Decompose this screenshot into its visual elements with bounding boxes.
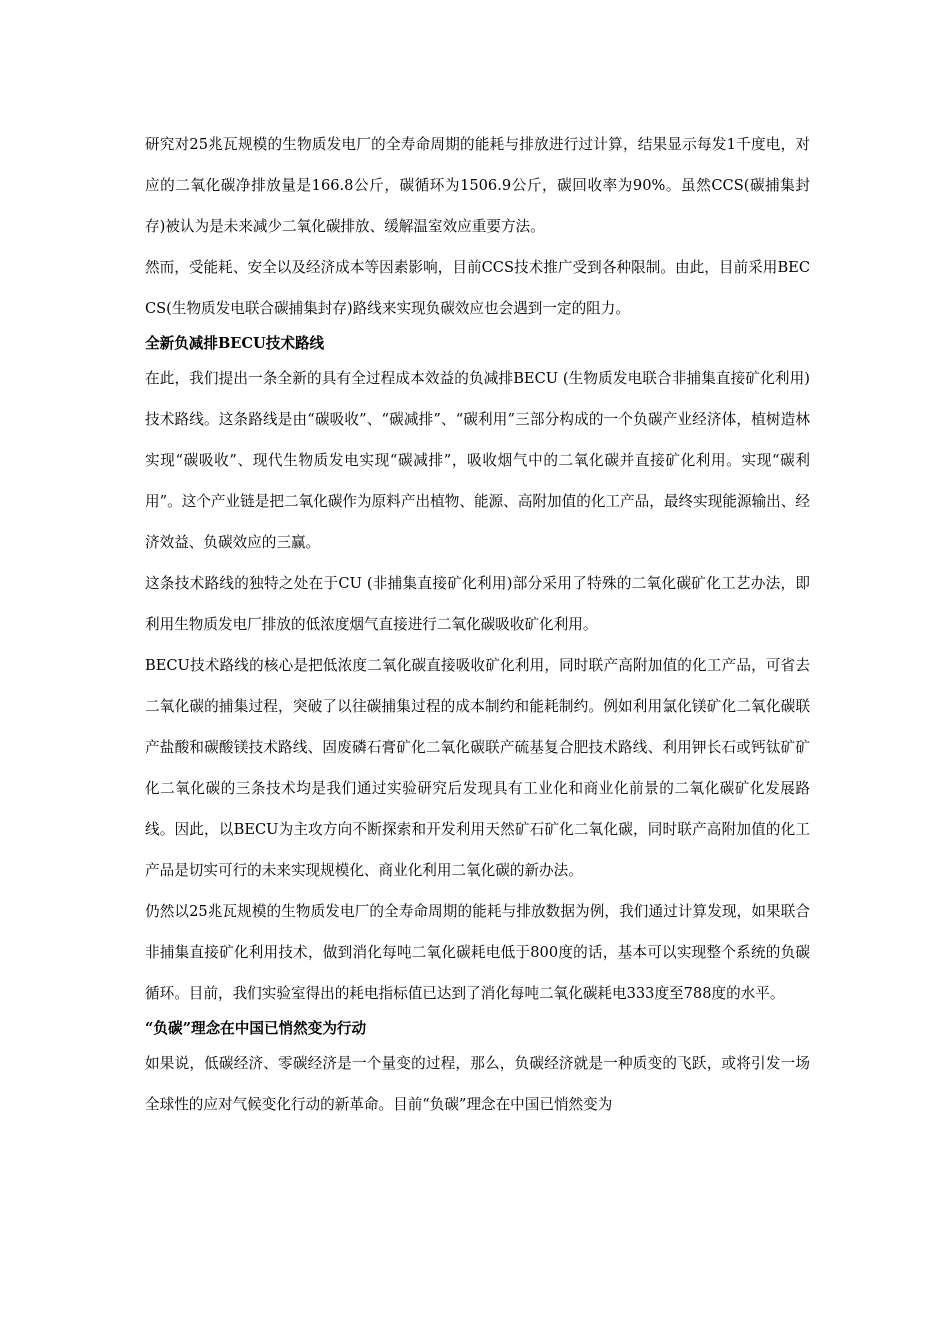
paragraph-negative-carbon-economy: 如果说，低碳经济、零碳经济是一个量变的过程，那么，负碳经济就是一种质变的飞跃，或将引发一场全球性的应对气候变化行动的新革命。目前“负碳”理念在中国已悄然变为 — [145, 1055, 810, 1113]
paragraph-becu-core: BECU技术路线的核心是把低浓度二氧化碳直接吸收矿化利用，同时联产高附加值的化工产品，可省去二氧化碳的捕集过程，突破了以往碳捕集过程的成本制约和能耗制约。例如利用氯化镁矿化二氧化碳联产盐酸和碳酸镁技术路线、固废磷石膏矿化二氧化碳联产硫基复合肥技术路线、利用钾长石或钙钛矿矿化二氧化碳的三条技术均是我们通过实验研究后发现具有工业化和商业化前景的二氧化碳矿化发展路线。因此，以BECU为主攻方向不断探索和开发利用天然矿石矿化二氧化碳，同时联产高附加值的化工产品是切实可行的未来实现规模化、商业化利用二氧化碳的新办法。 — [145, 657, 810, 879]
document-page — [145, 124, 810, 1125]
paragraph-energy-example: 仍然以25兆瓦规模的生物质发电厂的全寿命周期的能耗与排放数据为例，我们通过计算发现，如果联合非捕集直接矿化利用技术，做到消化每吨二氧化碳耗电低于800度的话，基本可以实现整个系统的负碳循环。目前，我们实验室得出的耗电指标值已达到了消化每吨二氧化碳耗电333度至788度的水平。 — [145, 903, 810, 1002]
paragraph-cu-feature: 这条技术路线的独特之处在于CU (非捕集直接矿化利用)部分采用了特殊的二氧化碳矿化工艺办法，即利用生物质发电厂排放的低浓度烟气直接进行二氧化碳吸收矿化利用。 — [145, 575, 810, 633]
paragraph-lifecycle-calculation: 研究对25兆瓦规模的生物质发电厂的全寿命周期的能耗与排放进行过计算，结果显示每发1千度电，对应的二氧化碳净排放量是166.8公斤，碳循环为1506.9公斤，碳回收率为90%。虽然CCS(碳捕集封存)被认为是未来减少二氧化碳排放、缓解温室效应重要方法。 — [145, 136, 810, 235]
section-heading-negative-carbon: “负碳”理念在中国已悄然变为行动 — [145, 1020, 367, 1037]
paragraph-becu-route: 在此，我们提出一条全新的具有全过程成本效益的负减排BECU (生物质发电联合非捕集直接矿化利用)技术路线。这条路线是由“碳吸收”、“碳减排”、“碳利用”三部分构成的一个负碳产业经济体，植树造林实现“碳吸收”、现代生物质发电实现“碳减排”，吸收烟气中的二氧化碳并直接矿化利用。实现“碳利用”。这个产业链是把二氧化碳作为原料产出植物、能源、高附加值的化工产品，最终实现能源输出、经济效益、负碳效应的三赢。 — [145, 370, 810, 551]
section-heading-becu: 全新负减排BECU技术路线 — [145, 335, 325, 352]
paragraph-ccs-limitations: 然而，受能耗、安全以及经济成本等因素影响，目前CCS技术推广受到各种限制。由此，目前采用BECCS(生物质发电联合碳捕集封存)路线来实现负碳效应也会遇到一定的阻力。 — [145, 259, 810, 317]
